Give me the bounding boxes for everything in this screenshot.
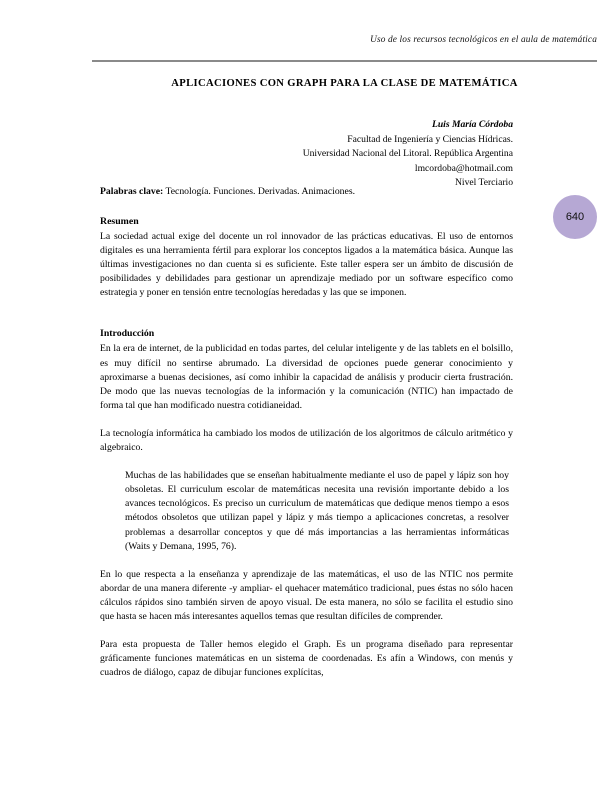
- block-quotation: Muchas de las habilidades que se enseñan habitualmente mediante el uso de papel y lápiz son hoy obsoletas. El curriculum escolar de matemáticas necesita una revisión importante debido a los avances tecnológicos. Es preciso un curriculum de matemáticas que dedique menos tiempo a esos métodos obsoletos que utilizan papel y lápiz y más tiempo a aplicaciones concretas, a resolver problemas a desarrollar conceptos y que dé más importancias a las herramientas informáticas (Waits y Demana, 1995, 76).: [125, 470, 509, 552]
- author-affiliation-university: Universidad Nacional del Litoral. República Argentina: [302, 148, 513, 160]
- author-name: Luis María Córdoba: [431, 119, 513, 130]
- author-email: lmcordoba@hotmail.com: [414, 162, 513, 174]
- introduccion-paragraph-1: En la era de internet, de la publicidad en todas partes, del celular inteligente y de las tablets en el bolsillo, es muy difícil no sentirse abrumado. La diversidad de opciones puede generar conocimiento y aproximarse a buenas decisiones, así como inhibir la capacidad de análisis y producir cierta frustración. De modo que las nuevas tecnologías de la información y la comunicación (NTIC) han impactado de forma tal que han modificado nuestra cotidianeidad.: [100, 343, 513, 411]
- header-rule-divider: [92, 60, 597, 62]
- author-block: [200, 118, 513, 191]
- introduccion-paragraph-3: En lo que respecta a la enseñanza y aprendizaje de las matemáticas, el uso de las NTIC nos permite abordar de una manera diferente -y ampliar- el quehacer matemático tradicional, pues éstas no sólo hacen cálculos rápidos sino también sirven de apoyo visual. De esta manera, no sólo se facilita el estudio sino que hasta se hacen más interesantes aquellos temas que resultan difíciles de comprender.: [100, 568, 513, 622]
- author-affiliation-faculty: Facultad de Ingeniería y Ciencias Hídricas.: [347, 133, 513, 145]
- running-header: Uso de los recursos tecnológicos en el aula de matemática: [370, 35, 597, 45]
- page-number-badge: 640: [553, 195, 597, 239]
- resumen-paragraph: La sociedad actual exige del docente un rol innovador de las prácticas educativas. El uso de entornos digitales es una herramienta fértil para explorar los conceptos ligados a la matemática básica. Aunque las últimas investigaciones no dan cuenta si es suficiente. Este taller espera ser un ámbito de discusión de posibilidades y debilidades para gestionar un aprendizaje mediado por un software específico como estrategia y poner en tensión entre tecnologías heredadas y las que se imponen.: [100, 231, 513, 299]
- section-heading-resumen: Resumen: [100, 216, 139, 227]
- document-body: [100, 185, 513, 680]
- keywords-line: [100, 185, 513, 199]
- section-spacer: [100, 314, 513, 327]
- page-title: APLICACIONES CON GRAPH PARA LA CLASE DE MATEMÁTICA: [171, 78, 518, 90]
- introduccion-paragraph-4: Para esta propuesta de Taller hemos elegido el Graph. Es un programa diseñado para representar gráficamente funciones matemáticas en un sistema de coordenadas. Es afín a Windows, con menús y cuadros de diálogo, capaz de dibujar funciones explícitas,: [100, 639, 513, 679]
- keywords-label: Palabras clave:: [100, 186, 164, 197]
- author-level: Nivel Terciario: [454, 177, 513, 189]
- introduccion-paragraph-2: La tecnología informática ha cambiado los modos de utilización de los algoritmos de cálculo aritmético y algebraico.: [100, 427, 513, 454]
- keywords-value: Tecnología. Funciones. Derivadas. Animaciones.: [163, 186, 356, 197]
- section-heading-introduccion: Introducción: [100, 328, 155, 340]
